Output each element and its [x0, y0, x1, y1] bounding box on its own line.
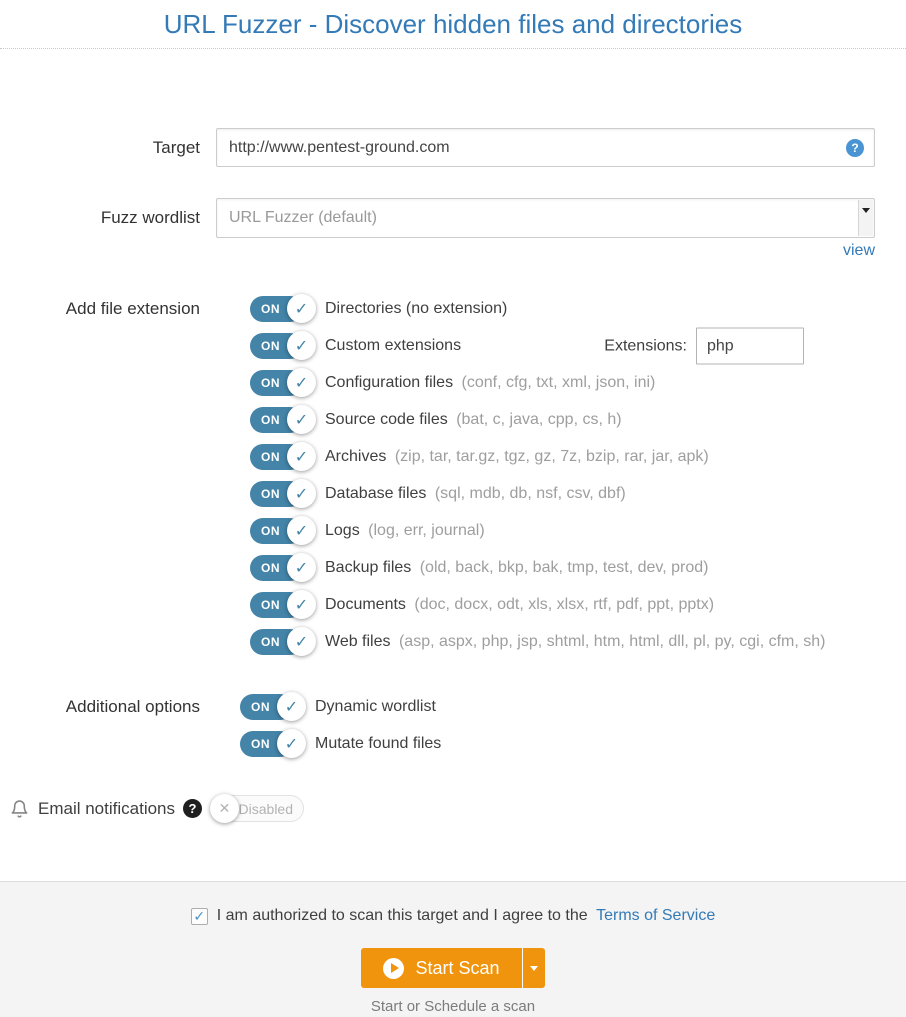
target-label: Target	[152, 137, 200, 157]
help-icon[interactable]: ?	[846, 139, 864, 157]
toggle-documents[interactable]: ON ✓	[250, 592, 303, 618]
toggle-label: Configuration files	[325, 374, 454, 391]
check-icon: ✓	[287, 553, 316, 582]
scan-form	[0, 49, 906, 822]
toggle-label: Database files	[325, 485, 427, 502]
check-icon: ✓	[287, 331, 316, 360]
check-icon: ✓	[287, 627, 316, 656]
select-scrollbar	[858, 200, 873, 236]
toggle-row-custom-extensions	[216, 333, 875, 359]
toggle-detail: (doc, docx, odt, xls, xlsx, rtf, pdf, ppt, pptx)	[414, 596, 715, 613]
check-icon: ✓	[287, 405, 316, 434]
start-scan-split-button	[361, 948, 544, 988]
caret-down-icon	[530, 966, 538, 971]
file-extensions-section-label: Add file extension	[65, 299, 200, 318]
toggle-logs[interactable]: ON ✓	[250, 518, 303, 544]
toggle-label: Web files	[325, 633, 391, 650]
toggle-row-configuration-files	[216, 370, 875, 396]
toggle-row-source-code-files	[216, 407, 875, 433]
wordlist-selected-value: URL Fuzzer (default)	[229, 209, 377, 226]
wordlist-label: Fuzz wordlist	[100, 208, 200, 227]
check-icon: ✓	[277, 729, 306, 758]
toggle-row-documents	[216, 592, 875, 618]
toggle-custom-extensions[interactable]: ON ✓	[250, 333, 303, 359]
chevron-down-icon	[862, 208, 870, 213]
toggle-row-logs	[216, 518, 875, 544]
toggle-database-files[interactable]: ON ✓	[250, 481, 303, 507]
extensions-label: Extensions:	[604, 337, 687, 354]
toggle-detail: (bat, c, java, cpp, cs, h)	[456, 411, 622, 428]
page-title: URL Fuzzer - Discover hidden files and directories	[163, 8, 743, 39]
toggle-row-web-files	[216, 629, 875, 655]
toggle-detail: (sql, mdb, db, nsf, csv, dbf)	[434, 485, 626, 502]
toggle-row-archives	[216, 444, 875, 470]
toggle-row-database-files	[216, 481, 875, 507]
toggle-detail: (old, back, bkp, bak, tmp, test, dev, prod)	[419, 559, 709, 576]
view-wordlist-link[interactable]: view	[842, 242, 875, 259]
start-scan-button-label: Start Scan	[415, 957, 500, 978]
consent-text: I am authorized to scan this target and I agree to the	[216, 907, 588, 924]
start-scan-dropdown-toggle[interactable]	[522, 948, 545, 988]
toggle-row-directories	[216, 296, 875, 322]
toggle-detail: (conf, cfg, txt, xml, json, ini)	[461, 374, 656, 391]
toggle-detail: (log, err, journal)	[368, 522, 485, 539]
target-input-wrap	[216, 128, 875, 167]
check-icon: ✓	[277, 692, 306, 721]
bell-icon	[10, 799, 29, 819]
check-icon: ✓	[287, 368, 316, 397]
toggle-label: Logs	[325, 522, 360, 539]
toggle-label: Documents	[325, 596, 406, 613]
target-input[interactable]	[217, 129, 874, 166]
toggle-state-label: Disabled	[238, 800, 294, 817]
start-scan-button[interactable]	[361, 948, 521, 988]
check-icon: ✓	[287, 294, 316, 323]
toggle-label: Archives	[325, 448, 387, 465]
terms-of-service-link[interactable]: Terms of Service	[596, 907, 716, 924]
toggle-detail: (asp, aspx, php, jsp, shtml, htm, html, dll, pl, py, cgi, cfm, sh)	[398, 633, 826, 650]
footer	[0, 881, 906, 1017]
toggle-label: Mutate found files	[315, 735, 442, 752]
consent-row	[0, 907, 906, 925]
check-icon: ✓	[287, 516, 316, 545]
play-icon	[383, 958, 404, 979]
email-notifications-label: Email notifications	[38, 798, 176, 818]
toggle-detail: (zip, tar, tar.gz, tgz, gz, 7z, bzip, rar, jar, apk)	[394, 448, 709, 465]
additional-options-section-label: Additional options	[65, 697, 200, 716]
toggle-label: Directories (no extension)	[325, 300, 508, 317]
extensions-input[interactable]	[696, 328, 804, 365]
toggle-email-notifications[interactable]	[218, 795, 304, 822]
help-icon[interactable]: ?	[183, 799, 202, 818]
toggle-dynamic-wordlist[interactable]: ON ✓	[240, 694, 293, 720]
toggle-web-files[interactable]: ON ✓	[250, 629, 303, 655]
toggle-label: Custom extensions	[325, 337, 462, 354]
toggle-label: Source code files	[325, 411, 448, 428]
close-icon: ✕	[210, 794, 239, 823]
toggle-mutate-found-files[interactable]: ON ✓	[240, 731, 293, 757]
scan-hint: Start or Schedule a scan	[370, 998, 536, 1015]
toggle-label: Backup files	[325, 559, 412, 576]
authorization-checkbox[interactable]: ✓	[191, 908, 208, 925]
page-header	[0, 0, 906, 49]
toggle-row-mutate-found-files	[216, 731, 875, 757]
toggle-label: Dynamic wordlist	[315, 698, 436, 715]
check-icon: ✓	[287, 442, 316, 471]
check-icon: ✓	[287, 590, 316, 619]
toggle-row-backup-files	[216, 555, 875, 581]
toggle-row-dynamic-wordlist	[216, 694, 875, 720]
toggle-source-code-files[interactable]: ON ✓	[250, 407, 303, 433]
toggle-configuration-files[interactable]: ON ✓	[250, 370, 303, 396]
fuzz-wordlist-select[interactable]	[216, 198, 875, 238]
custom-extensions-group	[604, 328, 804, 365]
toggle-directories[interactable]: ON ✓	[250, 296, 303, 322]
toggle-backup-files[interactable]: ON ✓	[250, 555, 303, 581]
toggle-archives[interactable]: ON ✓	[250, 444, 303, 470]
check-icon: ✓	[287, 479, 316, 508]
email-notifications-row	[0, 795, 906, 822]
